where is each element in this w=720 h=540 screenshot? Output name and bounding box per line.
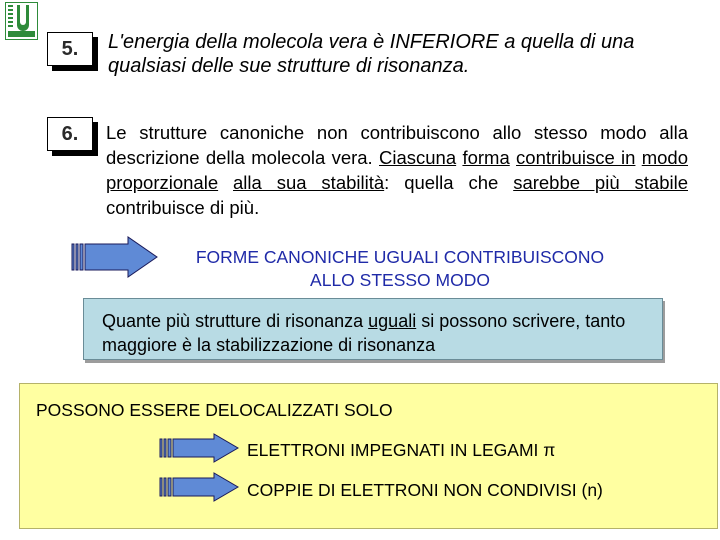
point-5-number: 5. [47,32,93,66]
point-6-text: Le strutture canoniche non contribuiscono allo stesso modo alla descrizione della molecola vera. Ciascuna forma contribuisce in modo proporzionale alla sua stabilità: quella che sarebbe più stabile contribuisce di più. [106,122,689,218]
point-5-text: L'energia della molecola vera è INFERIORE a quella di una qualsiasi delle sue strutture di risonanza. [108,31,635,77]
university-logo-icon [5,2,38,40]
conclusion-line-1: FORME CANONICHE UGUALI CONTRIBUISCONO [195,247,605,267]
delocalization-title: POSSONO ESSERE DELOCALIZZATI SOLO [36,400,393,420]
right-arrow-icon [158,472,240,502]
conclusion-line-2: ALLO STESSO MODO [310,270,490,290]
point-6-number: 6. [47,117,93,151]
pi-electrons-item: ELETTRONI IMPEGNATI IN LEGAMI π [247,440,556,460]
right-arrow-icon [70,236,160,278]
right-arrow-icon [158,433,240,463]
lone-pairs-item: COPPIE DI ELETTRONI NON CONDIVISI (n) [247,480,603,500]
conclusion-text [150,246,650,292]
resonance-rule-box: Quante più strutture di risonanza uguali si possono scrivere, tanto maggiore è la stabilizzazione di risonanza [83,298,663,360]
